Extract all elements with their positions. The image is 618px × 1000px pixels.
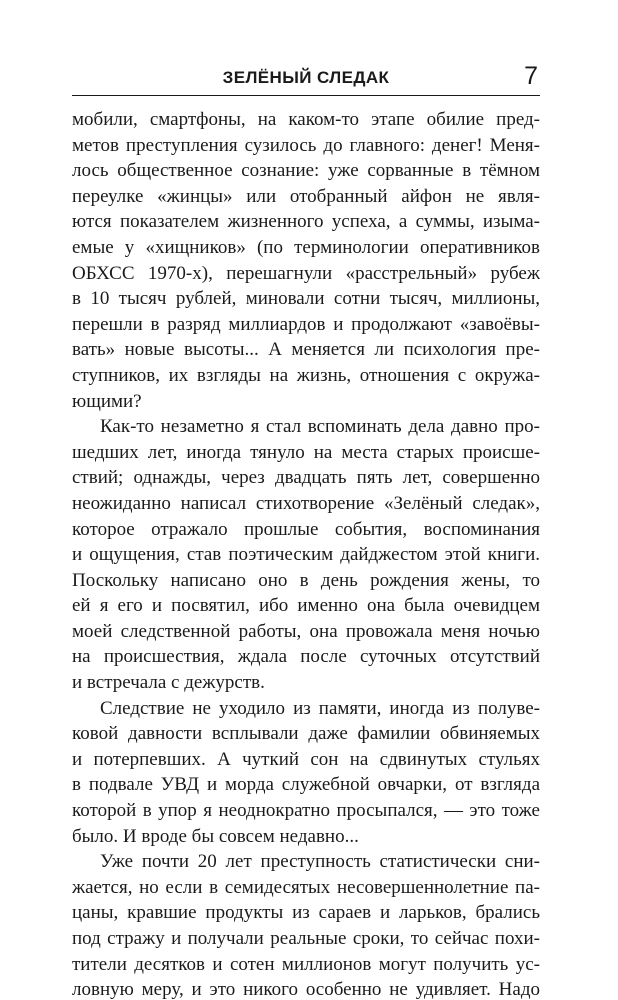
text-line: ковой давности всплывали даже фамилии обвиняемых [72, 723, 540, 745]
text-line: ются показателем жизненного успеха, а суммы, изыма- [72, 211, 540, 233]
text-line: лось общественное сознание: уже сорванные в тёмном [72, 160, 540, 182]
text-line: в 10 тысяч рублей, миновали сотни тысяч, миллионы, [72, 288, 540, 310]
text-line: в подвале УВД и морда служебной овчарки, от взгляда [72, 774, 540, 796]
paragraph-first-line: Как-то незаметно я стал вспоминать дела давно про- [100, 416, 540, 438]
text-line: под стражу и получали реальные сроки, то сейчас похи- [72, 928, 540, 949]
text-line: переулке «жинцы» или отобранный айфон не явля- [72, 185, 540, 207]
text-line: ющими? [72, 390, 142, 412]
text-line: на происшествия, ждала после суточных отсутствий [72, 646, 540, 668]
text-line: емые у «хищников» (по терминологии оперативников [72, 236, 540, 258]
text-line: которое отражало прошлые события, воспоминания [72, 518, 540, 540]
text-line: шедших лет, иногда тянуло на места старых происше- [72, 441, 540, 463]
text-line: и потерпевших. А чуткий сон на сдвинутых стульях [72, 748, 540, 770]
body-text [72, 107, 540, 1000]
text-line: ловную меру, и это никого особенно не удивляет. Надо [72, 979, 540, 1000]
page-number: 7 [524, 62, 538, 90]
text-line: ей я его и посвятил, ибо именно она была очевидцем [72, 595, 540, 617]
text-line: ступников, их взгляды на жизнь, отношения с окружа- [72, 364, 540, 386]
text-line: мобили, смартфоны, на каком-то этапе обилие пред- [72, 109, 540, 130]
text-line: ствий; однажды, через двадцать пять лет, совершенно [72, 467, 540, 489]
text-line: неожиданно написал стихотворение «Зелёный следак», [72, 492, 540, 514]
running-title: ЗЕЛЁНЫЙ СЛЕДАК [222, 68, 390, 87]
text-line: ОБХСС 1970-х), перешагнули «расстрельный» рубеж [72, 262, 540, 284]
text-line: моей следственной работы, она провожала меня ночью [72, 620, 540, 642]
text-line: и встречала с дежурств. [72, 672, 265, 694]
text-line: тители десятков и сотен миллионов могут получить ус- [72, 953, 540, 975]
text-line: жается, но если в семидесятых несовершеннолетние па- [72, 876, 540, 898]
text-line: которой в упор я неоднократно просыпался, — это тоже [72, 800, 540, 822]
text-line: и ощущения, став поэтическим дайджестом этой книги. [72, 544, 540, 566]
text-line: цаны, кравшие продукты из сараев и ларьков, брались [72, 902, 540, 924]
text-line: Поскольку написано оно в день рождения жены, то [72, 569, 540, 591]
header-rule [72, 95, 540, 96]
text-line: было. И вроде бы совсем недавно... [72, 825, 359, 847]
paragraph-first-line: Следствие не уходило из памяти, иногда из полуве- [100, 697, 540, 719]
page-header [72, 62, 540, 92]
text-line: вать» новые высоты... А меняется ли психология пре- [72, 339, 540, 361]
paragraph-first-line: Уже почти 20 лет преступность статистически сни- [100, 851, 540, 873]
text-line: перешли в разряд миллиардов и продолжают «завоёвы- [72, 313, 540, 335]
text-line: метов преступления сузилось до главного: денег! Меня- [72, 134, 540, 156]
